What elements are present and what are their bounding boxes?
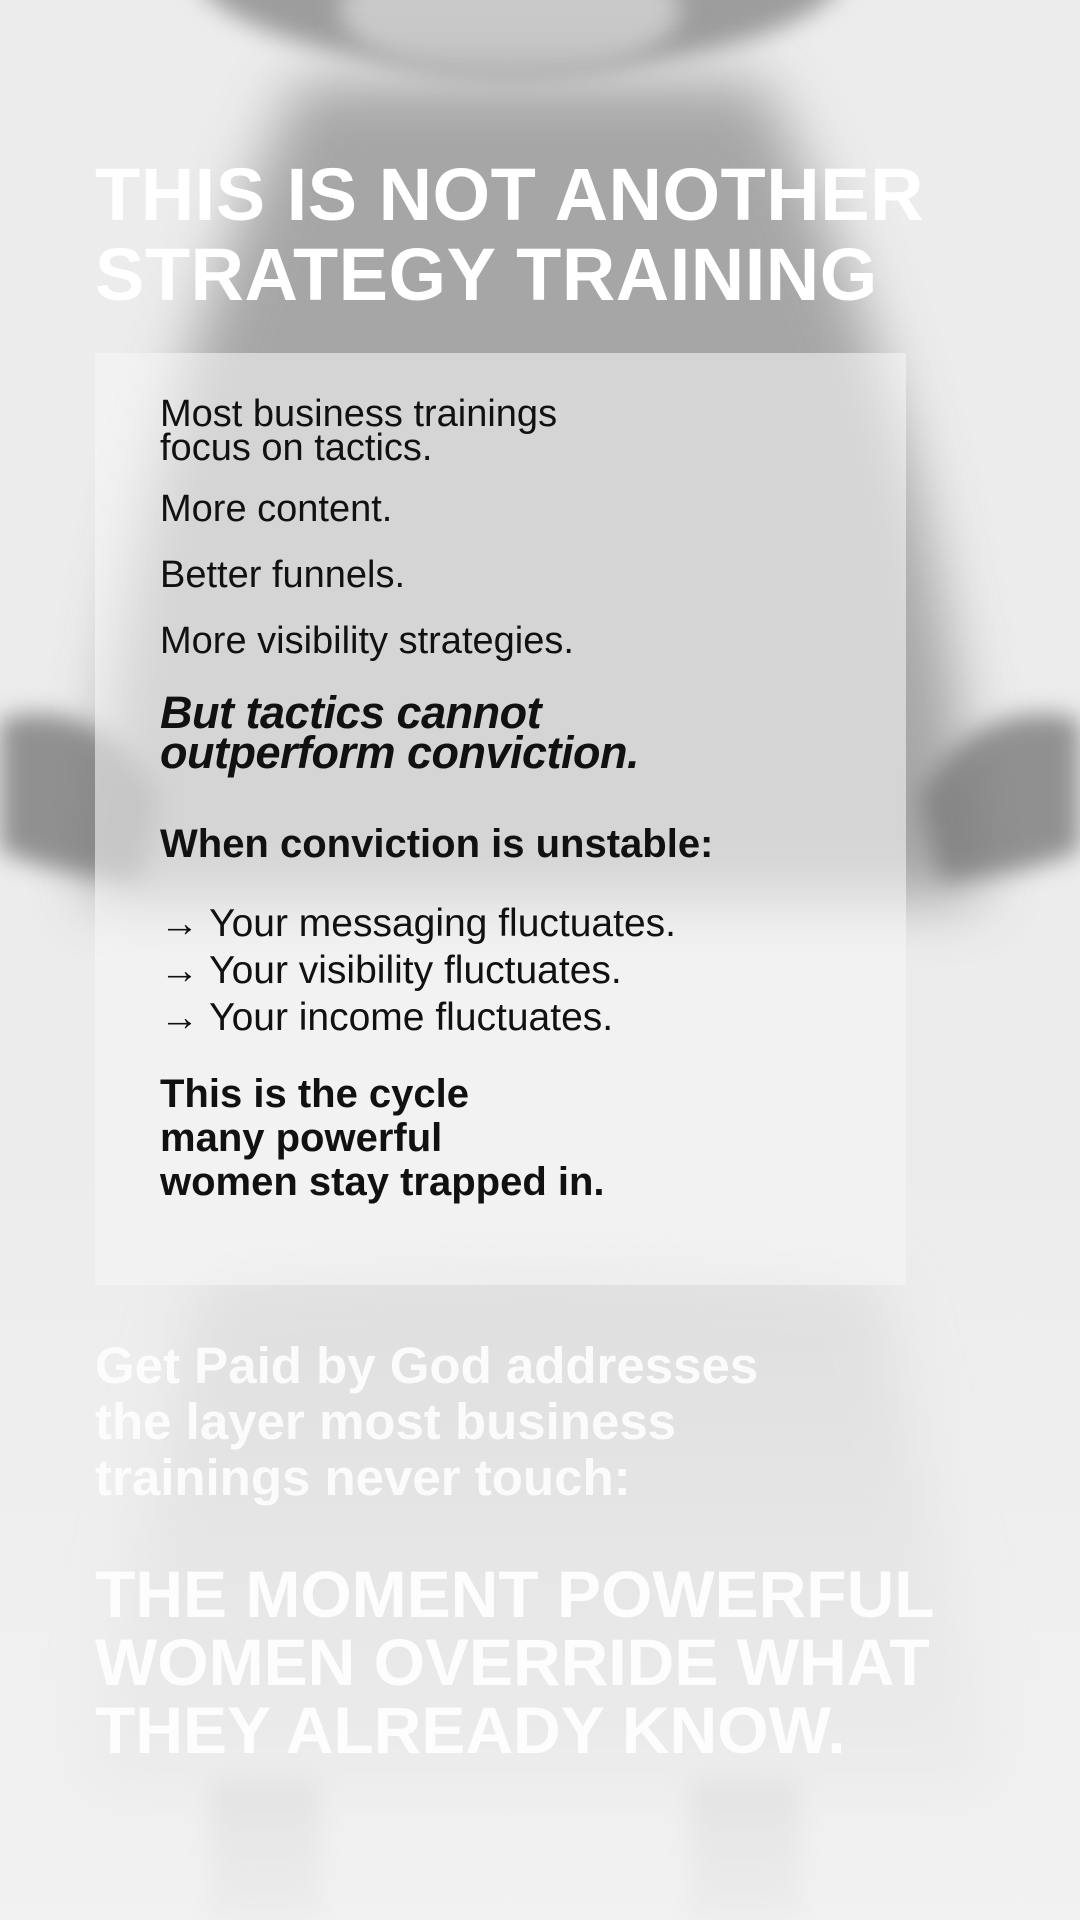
intro-text [160, 393, 906, 469]
tactic-item-1-text: More content. [160, 488, 393, 530]
description-line-2: the layer most business [95, 1393, 677, 1450]
program-description [95, 1338, 758, 1506]
content-card [95, 353, 906, 1285]
subheading: When conviction is unstable: [160, 822, 714, 866]
emphasis-statement [160, 687, 906, 778]
tactic-item-3 [160, 619, 906, 663]
tactic-item-2-text: Better funnels. [160, 554, 406, 596]
arrow-list [160, 900, 906, 1041]
main-headline [95, 155, 924, 315]
emphasis-line-1: But tactics cannot [160, 687, 542, 738]
tactic-item-2 [160, 553, 906, 597]
secondary-headline-line-3: THEY ALREADY KNOW. [95, 1693, 846, 1767]
intro-line-2: focus on tactics. [160, 427, 433, 469]
description-line-3: trainings never touch: [95, 1449, 631, 1506]
emphasis-line-2: outperform conviction. [160, 727, 640, 778]
closing-statement [160, 1072, 906, 1204]
secondary-headline-line-1: THE MOMENT POWERFUL [95, 1557, 935, 1631]
list-item: → Your messaging fluctuates. [160, 902, 676, 945]
secondary-headline-line-2: WOMEN OVERRIDE WHAT [95, 1625, 930, 1699]
closing-line-2: many powerful [160, 1116, 443, 1160]
secondary-headline [95, 1557, 935, 1767]
intro-line-1: Most business trainings [160, 393, 558, 435]
description-line-1: Get Paid by God addresses [95, 1337, 759, 1394]
headline-line-2: STRATEGY TRAINING [95, 233, 878, 316]
list-item: → Your visibility fluctuates. [160, 949, 622, 992]
list-item: → Your income fluctuates. [160, 996, 614, 1039]
tactic-item-3-text: More visibility strategies. [160, 620, 574, 662]
tactic-item-1 [160, 487, 906, 531]
closing-line-3: women stay trapped in. [160, 1160, 605, 1204]
headline-line-1: THIS IS NOT ANOTHER [95, 153, 924, 236]
closing-line-1: This is the cycle [160, 1072, 470, 1116]
